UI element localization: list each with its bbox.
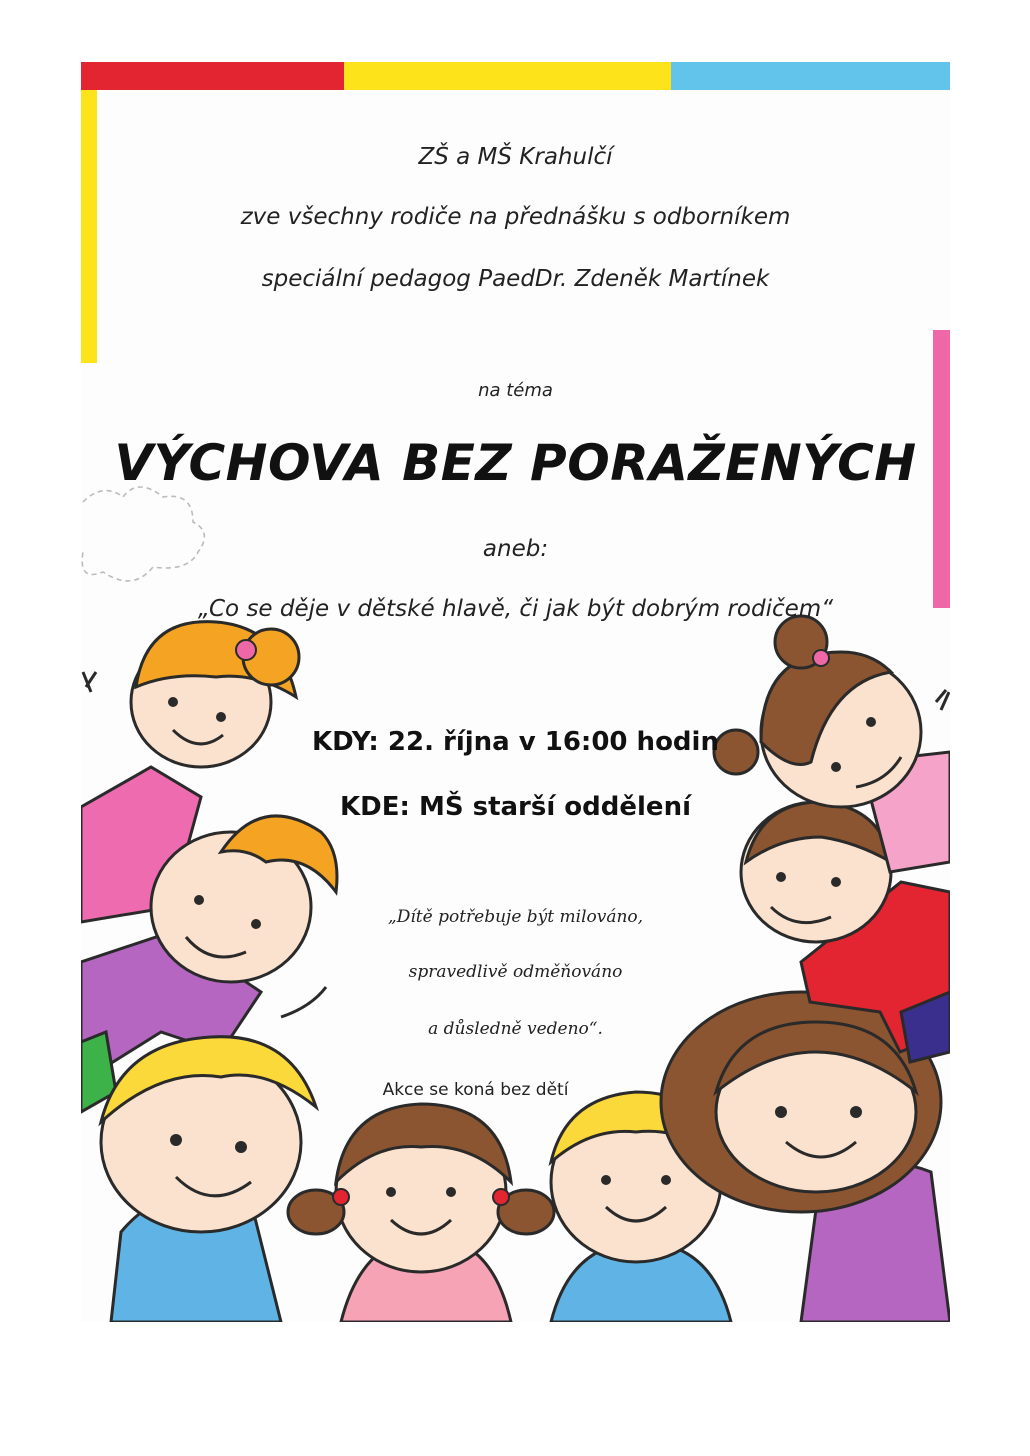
- subtitle-quote: „Co se děje v dětské hlavě, či jak být dobrým rodičem“: [197, 596, 834, 622]
- quote-line: „Dítě potřebuje být milováno,: [387, 907, 644, 927]
- event-where: KDE: MŠ starší oddělení: [340, 792, 691, 822]
- main-title: VÝCHOVA BEZ PORAŽENÝCH: [114, 434, 917, 492]
- event-when: KDY: 22. října v 16:00 hodin: [312, 727, 719, 757]
- children-illustration: [81, 62, 950, 1322]
- aneb-label: aneb:: [482, 536, 549, 562]
- quote-line: spravedlivě odměňováno: [408, 962, 623, 982]
- child-bottom-center: [288, 1104, 554, 1322]
- quote-line: a důsledně vedeno“.: [428, 1019, 603, 1039]
- school-name: ZŠ a MŠ Krahulčí: [418, 144, 613, 170]
- event-note: Akce se koná bez dětí: [382, 1080, 569, 1100]
- topic-label: na téma: [478, 380, 553, 401]
- cloud-doodle: [82, 487, 204, 581]
- poster: [81, 62, 950, 1322]
- speaker-line: speciální pedagog PaedDr. Zdeněk Martínek: [261, 266, 770, 292]
- invitation-line: zve všechny rodiče na přednášku s odborníkem: [240, 204, 791, 230]
